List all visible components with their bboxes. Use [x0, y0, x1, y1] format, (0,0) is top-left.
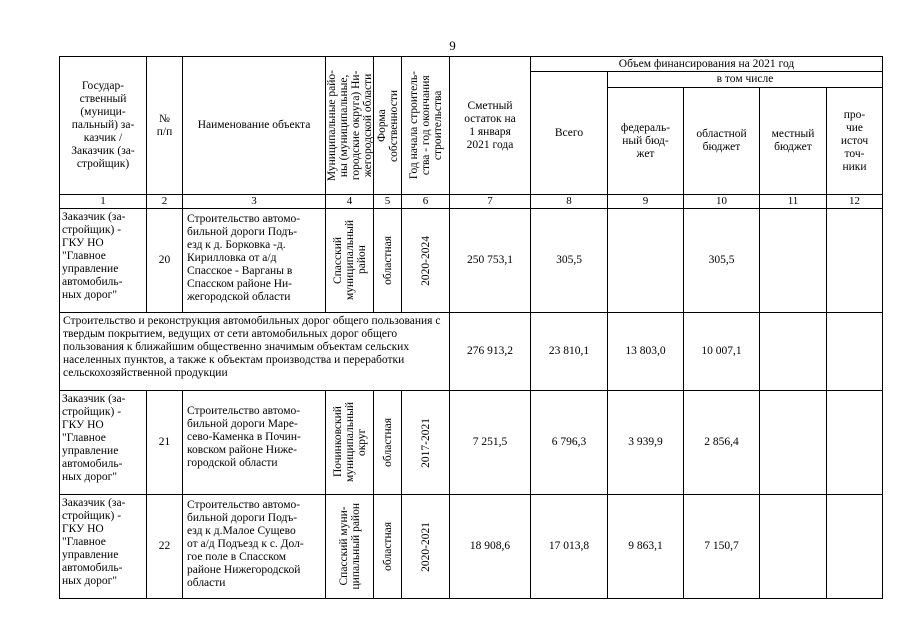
- column-number: 12: [827, 195, 883, 209]
- column-number: 1: [60, 195, 147, 209]
- column-number: 8: [531, 195, 608, 209]
- customer-cell: Заказчик (за- стройщик) - ГКУ НО "Главное управление автомобиль- ных дорог": [60, 495, 147, 599]
- funding-table: [59, 56, 883, 599]
- header-years: Год начала строитель- ства - год окончания строительства: [402, 57, 450, 195]
- header-federal: федераль- ный бюд- жет: [608, 88, 684, 195]
- header-district: Муниципальные райо- ны (муниципальные, городские округа) Ни- жегородской области: [326, 57, 374, 195]
- row-number: 21: [147, 391, 183, 495]
- header-local: местный бюджет: [760, 88, 827, 195]
- other-cell: [827, 495, 883, 599]
- years-cell: 2020-2021: [402, 495, 450, 599]
- page-number: 9: [449, 38, 456, 53]
- header-customer: Государ- ственный (муници- пальный) за- казчик / Заказчик (за- стройщик): [60, 57, 147, 195]
- total-cell: 6 796,3: [531, 391, 608, 495]
- section-row: [60, 313, 883, 391]
- header-ownership: Форма собственности: [374, 57, 402, 195]
- column-number: 11: [760, 195, 827, 209]
- ownership-cell: областная: [374, 391, 402, 495]
- column-number: 2: [147, 195, 183, 209]
- header-regional: областной бюджет: [684, 88, 760, 195]
- section-federal-cell: 13 803,0: [608, 313, 684, 391]
- section-balance-cell: 276 913,2: [450, 313, 531, 391]
- other-cell: [827, 209, 883, 313]
- table-row: [60, 495, 883, 599]
- object-name-cell: Строительство автомо- бильной дороги Маре- сево-Каменка в Почин- ковском районе Ниже- городской области: [183, 391, 326, 495]
- district-cell: Починковский муниципальный округ: [326, 391, 374, 495]
- row-number: 22: [147, 495, 183, 599]
- header-total: Всего: [531, 72, 608, 195]
- table-row: [60, 391, 883, 495]
- header-balance: Сметный остаток на 1 января 2021 года: [450, 57, 531, 195]
- column-number-row: [60, 195, 883, 209]
- column-number: 10: [684, 195, 760, 209]
- column-number: 7: [450, 195, 531, 209]
- section-regional-cell: 10 007,1: [684, 313, 760, 391]
- column-number: 5: [374, 195, 402, 209]
- regional-cell: 7 150,7: [684, 495, 760, 599]
- header-number: № п/п: [147, 57, 183, 195]
- local-cell: [760, 495, 827, 599]
- row-number: 20: [147, 209, 183, 313]
- object-name-cell: Строительство автомо- бильной дороги Подъ- езд к д. Борковка -д. Кирилловка от а/д Спасское - Варганы в Спасском районе Ни- жегородской области: [183, 209, 326, 313]
- header-other: про- чие источ точ- ники: [827, 88, 883, 195]
- regional-cell: 2 856,4: [684, 391, 760, 495]
- regional-cell: 305,5: [684, 209, 760, 313]
- balance-cell: 7 251,5: [450, 391, 531, 495]
- table-row: [60, 209, 883, 313]
- header-object-name: Наименование объекта: [183, 57, 326, 195]
- district-cell: Спасский муниципальный район: [326, 209, 374, 313]
- ownership-cell: областная: [374, 209, 402, 313]
- other-cell: [827, 391, 883, 495]
- section-total-cell: 23 810,1: [531, 313, 608, 391]
- local-cell: [760, 391, 827, 495]
- header-funding-group: Объем финансирования на 2021 год: [531, 57, 883, 72]
- column-number: 6: [402, 195, 450, 209]
- header-including: в том числе: [608, 72, 883, 88]
- federal-cell: 9 863,1: [608, 495, 684, 599]
- balance-cell: 18 908,6: [450, 495, 531, 599]
- column-number: 9: [608, 195, 684, 209]
- federal-cell: [608, 209, 684, 313]
- years-cell: 2020-2024: [402, 209, 450, 313]
- district-cell: Спасский муни- ципальный район: [326, 495, 374, 599]
- customer-cell: Заказчик (за- стройщик) - ГКУ НО "Главное управление автомобиль- ных дорог": [60, 391, 147, 495]
- local-cell: [760, 209, 827, 313]
- customer-cell: Заказчик (за- стройщик) - ГКУ НО "Главное управление автомобиль- ных дорог": [60, 209, 147, 313]
- section-other-cell: [827, 313, 883, 391]
- object-name-cell: Строительство автомо- бильной дороги Подъ- езд к д.Малое Сущево от а/д Подъезд к с. Дол- гое поле в Спасском районе Нижегородской области: [183, 495, 326, 599]
- total-cell: 17 013,8: [531, 495, 608, 599]
- column-number: 3: [183, 195, 326, 209]
- federal-cell: 3 939,9: [608, 391, 684, 495]
- balance-cell: 250 753,1: [450, 209, 531, 313]
- ownership-cell: областная: [374, 495, 402, 599]
- section-title: Строительство и реконструкция автомобильных дорог общего пользования с твердым покрытием, ведущих от сети автомобильных дорог общего пользования к ближайшим общественно значимым объектам сельских населенных пунктов, а также к объектам производства и переработки сельскохозяйственной продукции: [60, 313, 450, 391]
- section-local-cell: [760, 313, 827, 391]
- total-cell: 305,5: [531, 209, 608, 313]
- column-number: 4: [326, 195, 374, 209]
- years-cell: 2017-2021: [402, 391, 450, 495]
